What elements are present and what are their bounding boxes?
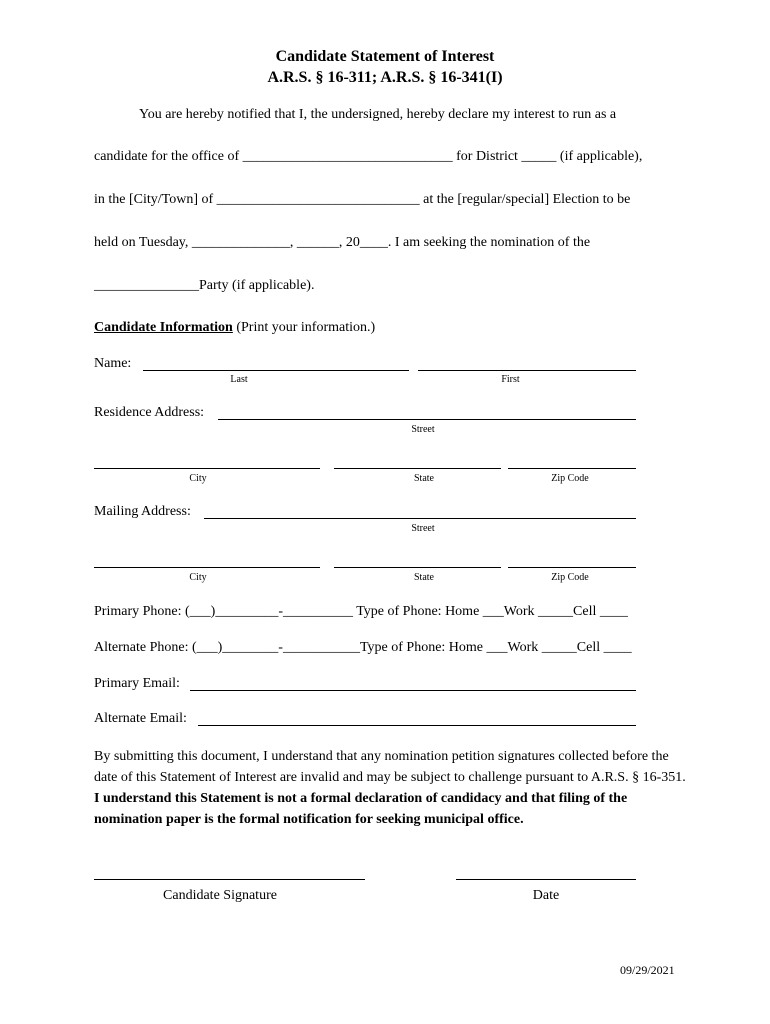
alternate-email-label: Alternate Email: [94,711,187,726]
candidate-signature-field[interactable] [94,879,365,880]
candidate-info-heading [94,320,375,336]
residence-city-caption: City [189,473,207,484]
primary-email-field[interactable] [190,690,636,691]
primary-phone-row[interactable]: Primary Phone: (___)_________-__________ Type of Phone: Home ___Work _____Cell ____ [94,604,628,619]
acknowledgement-notice [94,746,694,830]
declaration-line-3[interactable]: in the [City/Town] of _____________________________ at the [regular/special] Election to be [94,192,631,207]
mailing-state-caption: State [414,572,434,583]
residence-address-label: Residence Address: [94,405,205,420]
notice-text: By submitting this document, I understand that any nomination petition signatures collected before the date of this Statement of Interest are invalid and may be subject to challenge pursuant to A.R.S. § 16-351. [94,749,686,785]
mailing-zip-caption: Zip Code [551,572,589,583]
declaration-line-1: You are hereby notified that I, the undersigned, hereby declare my interest to run as a [139,107,617,122]
mailing-city-field[interactable] [94,567,320,568]
form-revision-date: 09/29/2021 [620,963,675,977]
residence-street-field[interactable] [218,419,636,420]
signature-date-field[interactable] [456,879,636,880]
residence-city-field[interactable] [94,468,320,469]
mailing-city-caption: City [189,572,207,583]
residence-zip-field[interactable] [508,468,636,469]
residence-state-caption: State [414,473,434,484]
residence-state-field[interactable] [334,468,501,469]
candidate-signature-caption: Candidate Signature [163,888,277,903]
declaration-line-5[interactable]: _______________Party (if applicable). [94,278,315,293]
form-title: Candidate Statement of Interest [275,48,495,65]
declaration-line-2[interactable]: candidate for the office of ______________________________ for District _____ (if applicable), [94,149,643,164]
mailing-state-field[interactable] [334,567,501,568]
mailing-street-field[interactable] [204,518,636,519]
candidate-info-title: Candidate Information [94,320,233,335]
notice-bold-text: I understand this Statement is not a formal declaration of candidacy and that filing of the nomination paper is the formal notification for seeking municipal office. [94,791,628,827]
first-name-caption: First [501,374,520,385]
last-name-field[interactable] [143,370,409,371]
form-statute-reference: A.R.S. § 16-311; A.R.S. § 16-341(I) [267,69,503,86]
alternate-email-field[interactable] [198,725,636,726]
declaration-line-4[interactable]: held on Tuesday, ______________, ______, 20____. I am seeking the nomination of the [94,235,591,250]
alternate-phone-row[interactable]: Alternate Phone: (___)________-___________Type of Phone: Home ___Work _____Cell ____ [94,640,632,655]
residence-zip-caption: Zip Code [551,473,589,484]
mailing-zip-field[interactable] [508,567,636,568]
residence-street-caption: Street [411,424,435,435]
last-name-caption: Last [230,374,248,385]
candidate-info-note: (Print your information.) [232,320,376,335]
name-label: Name: [94,356,132,371]
signature-date-caption: Date [532,888,560,903]
mailing-address-label: Mailing Address: [94,504,191,519]
primary-email-label: Primary Email: [94,676,180,691]
first-name-field[interactable] [418,370,636,371]
mailing-street-caption: Street [411,523,435,534]
